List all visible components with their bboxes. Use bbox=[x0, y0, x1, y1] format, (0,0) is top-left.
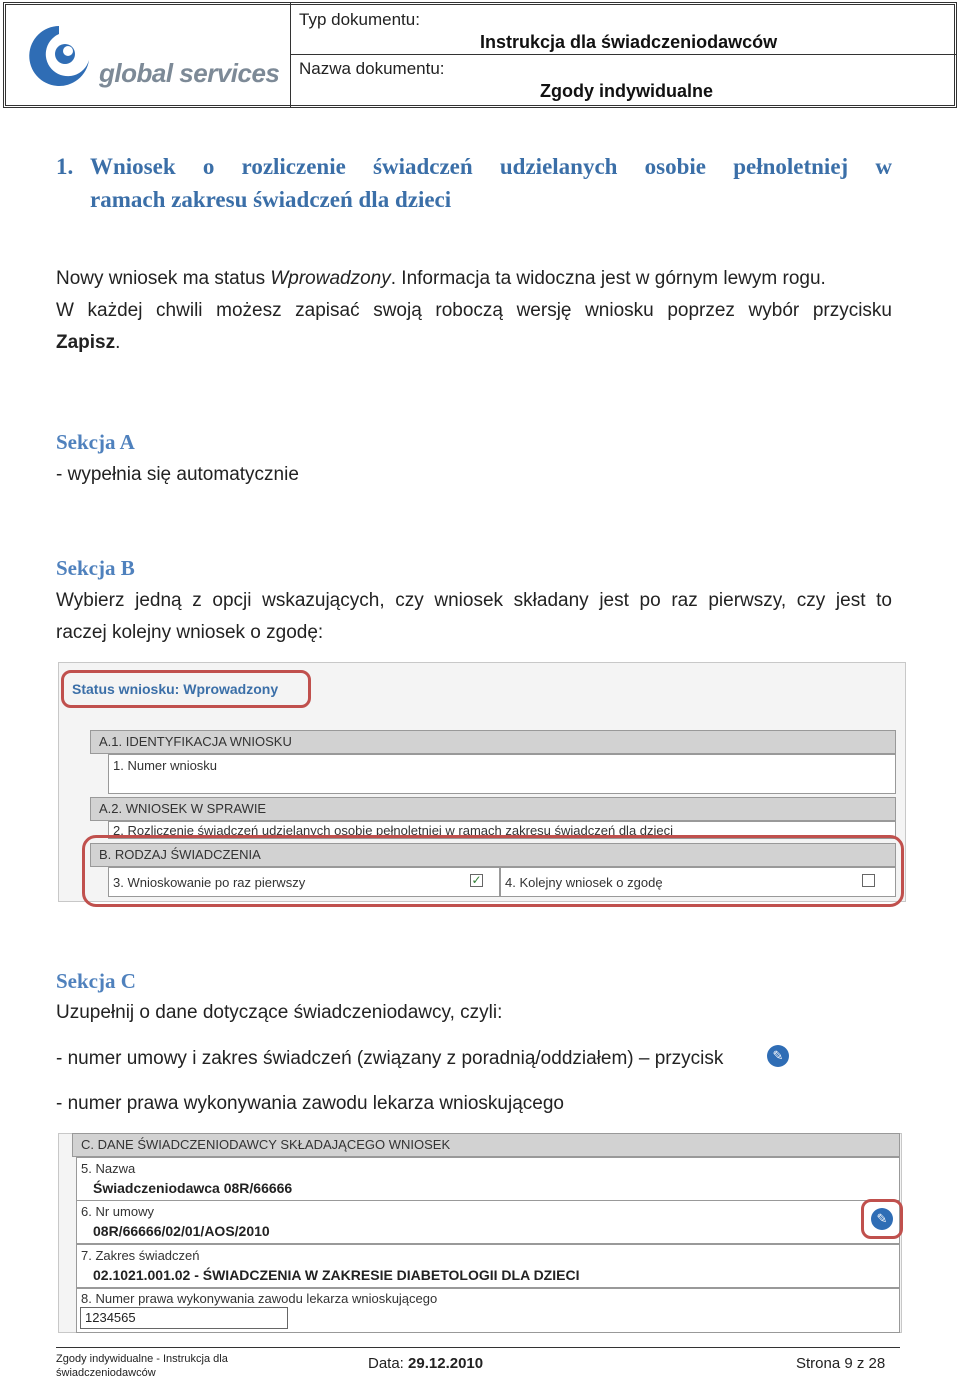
section-a1-header: A.1. IDENTYFIKACJA WNIOSKU bbox=[90, 730, 896, 754]
status-label: Status wniosku: Wprowadzony bbox=[72, 681, 279, 697]
provider-name-field bbox=[76, 1157, 900, 1203]
provider-name-label: 5. Nazwa bbox=[81, 1161, 136, 1176]
section-b-highlight bbox=[82, 835, 904, 907]
heading-number: 1. bbox=[56, 154, 74, 179]
intro-period: . bbox=[115, 332, 121, 353]
contract-number-label: 6. Nr umowy bbox=[81, 1204, 154, 1219]
edit-icon: ✎ bbox=[767, 1045, 789, 1067]
provider-name-value: Świadczeniodawca 08R/66666 bbox=[93, 1180, 293, 1196]
save-button-name: Zapisz bbox=[56, 332, 116, 353]
doc-name-value: Zgody indywidualne bbox=[540, 81, 714, 101]
section-c-line-1: Uzupełnij o dane dotyczące świadczeniodawcy, czyli: bbox=[56, 1002, 503, 1023]
intro-line-1 bbox=[56, 263, 896, 295]
service-scope-value: 02.1021.001.02 - ŚWIADCZENIA W ZAKRESIE DIABETOLOGII DLA DZIECI bbox=[93, 1267, 580, 1283]
service-scope-label: 7. Zakres świadczeń bbox=[81, 1248, 200, 1263]
heading-line-2: ramach zakresu świadczeń dla dzieci bbox=[90, 187, 452, 212]
edit-contract-button[interactable]: ✎ bbox=[871, 1208, 893, 1230]
section-b-header: B. RODZAJ ŚWIADCZENIA bbox=[90, 843, 896, 867]
section-c-title: Sekcja C bbox=[56, 969, 136, 993]
footer-page-number: Strona 9 z 28 bbox=[796, 1355, 886, 1372]
section-b-title: Sekcja B bbox=[56, 556, 135, 580]
checkbox-first-request[interactable]: ✓ bbox=[471, 873, 482, 887]
section-c-header: C. DANE ŚWIADCZENIODAWCY SKŁADAJĄCEGO WNIOSEK bbox=[72, 1133, 900, 1157]
heading-line-1: Wniosek o rozliczenie świadczeń udzielanych osobie pełnoletniej w bbox=[90, 154, 892, 179]
intro-text-end: . Informacja ta widoczna jest w górnym lewym rogu. bbox=[390, 268, 826, 289]
logo-cell bbox=[3, 2, 291, 108]
footer-date bbox=[368, 1355, 483, 1372]
doc-type-label: Typ dokumentu: bbox=[299, 10, 420, 29]
footer-date-label: Data: bbox=[368, 1355, 409, 1372]
section-c-line-3: - numer prawa wykonywania zawodu lekarza wnioskującego bbox=[56, 1093, 564, 1114]
section-b-line-2: raczej kolejny wniosek o zgodę: bbox=[56, 622, 324, 643]
request-number-field[interactable]: 1. Numer wniosku bbox=[108, 754, 896, 794]
doc-type-value: Instrukcja dla świadczeniodawców bbox=[480, 32, 778, 52]
section-a-title: Sekcja A bbox=[56, 430, 135, 454]
doc-name-label: Nazwa dokumentu: bbox=[299, 59, 445, 78]
request-subject-field: 2. Rozliczenie świadczeń udzielanych osobie pełnoletniej w ramach zakresu świadczeń dla dzieci bbox=[108, 821, 896, 839]
option-first-request[interactable]: 3. Wnioskowanie po raz pierwszy bbox=[108, 867, 500, 897]
logo-text: global services bbox=[99, 58, 280, 88]
footer-divider bbox=[56, 1347, 900, 1348]
footer-doc-name-1: Zgody indywidualne - Instrukcja dla bbox=[56, 1353, 228, 1365]
logo-swirl-icon bbox=[23, 20, 95, 90]
intro-line-2: W każdej chwili możesz zapisać swoją roboczą wersję wniosku poprzez wybór przycisku bbox=[56, 300, 892, 321]
intro-line-3 bbox=[56, 327, 896, 359]
status-name: Wprowadzony bbox=[270, 268, 391, 289]
contract-number-field bbox=[76, 1200, 900, 1244]
footer-doc-name-2: świadczeniodawców bbox=[56, 1367, 156, 1379]
section-a-text: - wypełnia się automatycznie bbox=[56, 464, 299, 485]
contract-number-value: 08R/66666/02/01/AOS/2010 bbox=[93, 1223, 270, 1239]
option-next-request[interactable]: 4. Kolejny wniosek o zgodę bbox=[500, 867, 896, 897]
section-b-line-1: Wybierz jedną z opcji wskazujących, czy wniosek składany jest po raz pierwszy, czy jest to bbox=[56, 590, 892, 611]
license-number-label: 8. Numer prawa wykonywania zawodu lekarza wnioskującego bbox=[81, 1291, 438, 1306]
footer-date-value: 29.12.2010 bbox=[408, 1355, 484, 1372]
header-divider bbox=[291, 54, 957, 55]
service-scope-field bbox=[76, 1244, 900, 1288]
license-number-input[interactable]: 1234565 bbox=[80, 1307, 288, 1329]
section-a2-header: A.2. WNIOSEK W SPRAWIE bbox=[90, 797, 896, 821]
intro-text: Nowy wniosek ma status bbox=[56, 268, 271, 289]
section-c-line-2: - numer umowy i zakres świadczeń (związany z poradnią/oddziałem) – przycisk bbox=[56, 1048, 724, 1069]
